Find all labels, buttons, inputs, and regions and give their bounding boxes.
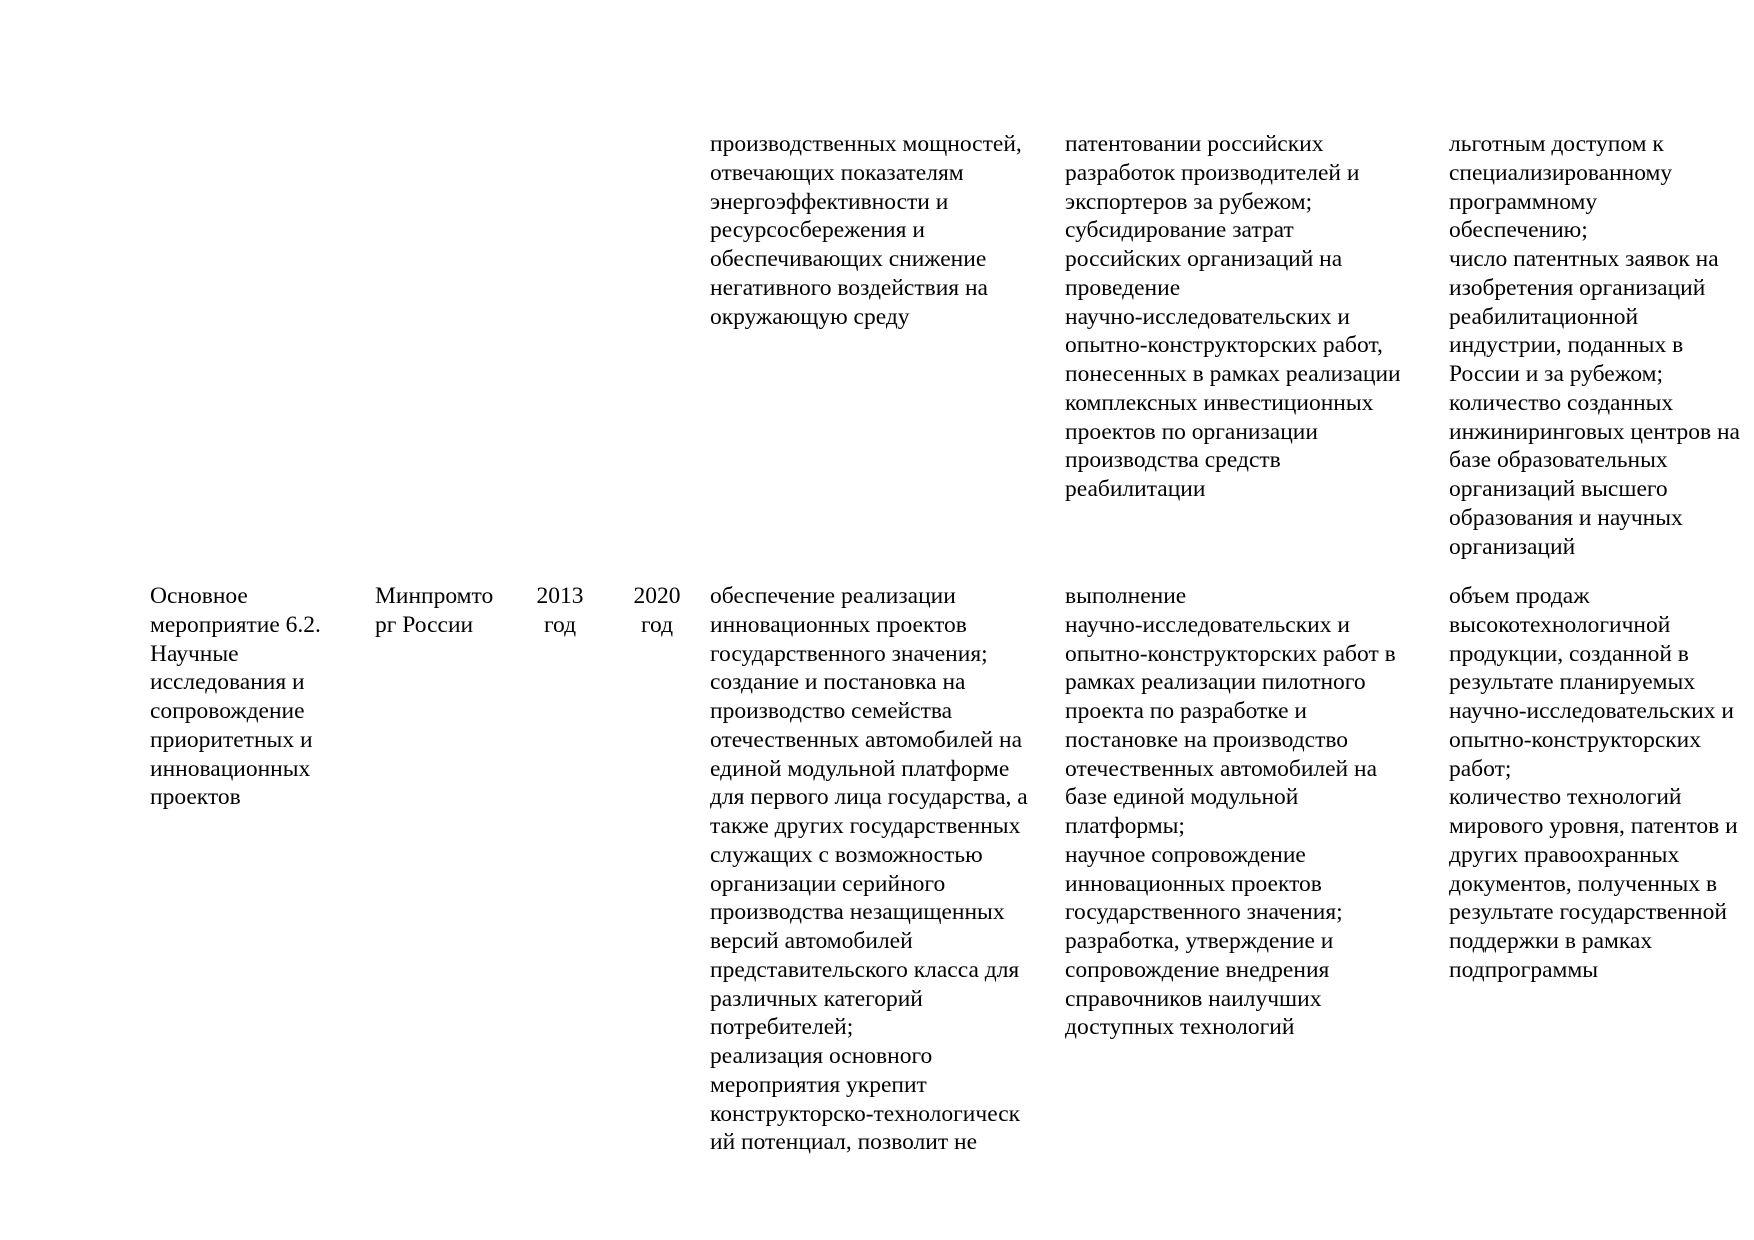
indicators-cell: льготным доступом к специализированному программному обеспечению; число патентных заявок на изобретения организаций реабилитационной индустрии, поданных в России и за рубежом; количество созданных инжиниринговых центров на базе образовательных организаций высшего образования и научных организаций: [1449, 131, 1740, 560]
activities-cell: патентовании российских разработок производителей и экспортеров за рубежом; субсидирование затрат российских организаций на проведение научно-исследовательских и опытно-конструкторских работ, понесенных в рамках реализации комплексных инвестиционных проектов по организации производства средств реабилитации: [1065, 131, 1401, 502]
start-year-cell: 2013 год: [536, 583, 584, 638]
executor-cell: Минпромто рг России: [375, 583, 494, 638]
end-year-cell: 2020 год: [633, 583, 681, 638]
expected-result-cell: производственных мощностей, отвечающих показателям энергоэффективности и ресурсосбережения и обеспечивающих снижение негативного воздействия на окружающую среду: [710, 131, 1022, 330]
expected-result-cell: обеспечение реализации инновационных проектов государственного значения; создание и постановка на производство семейства отечественных автомобилей на единой модульной платформе для первого лица государства, а также других государственных служащих с возможностью организации серийного производства незащищенных версий автомобилей представительского класса для различных категорий потребителей; реализация основного мероприятия укрепит конструкторско-технологическ ий потенциал, позволит не: [710, 583, 1028, 1156]
activities-cell: выполнение научно-исследовательских и опытно-конструкторских работ в рамках реализации пилотного проекта по разработке и постановке на производство отечественных автомобилей на базе единой модульной платформы; научное сопровождение инновационных проектов государственного значения; разработка, утверждение и сопровождение внедрения справочников наилучших доступных технологий: [1065, 583, 1396, 1041]
indicators-cell: объем продаж высокотехнологичной продукции, созданной в результате планируемых научно-исследовательских и опытно-конструкторских работ; количество технологий мирового уровня, патентов и других правоохранных документов, полученных в результате государственной поддержки в рамках подпрограммы: [1449, 583, 1738, 983]
event-name-cell: Основное мероприятие 6.2. Научные исследования и сопровождение приоритетных и инновационных проектов: [150, 583, 321, 811]
